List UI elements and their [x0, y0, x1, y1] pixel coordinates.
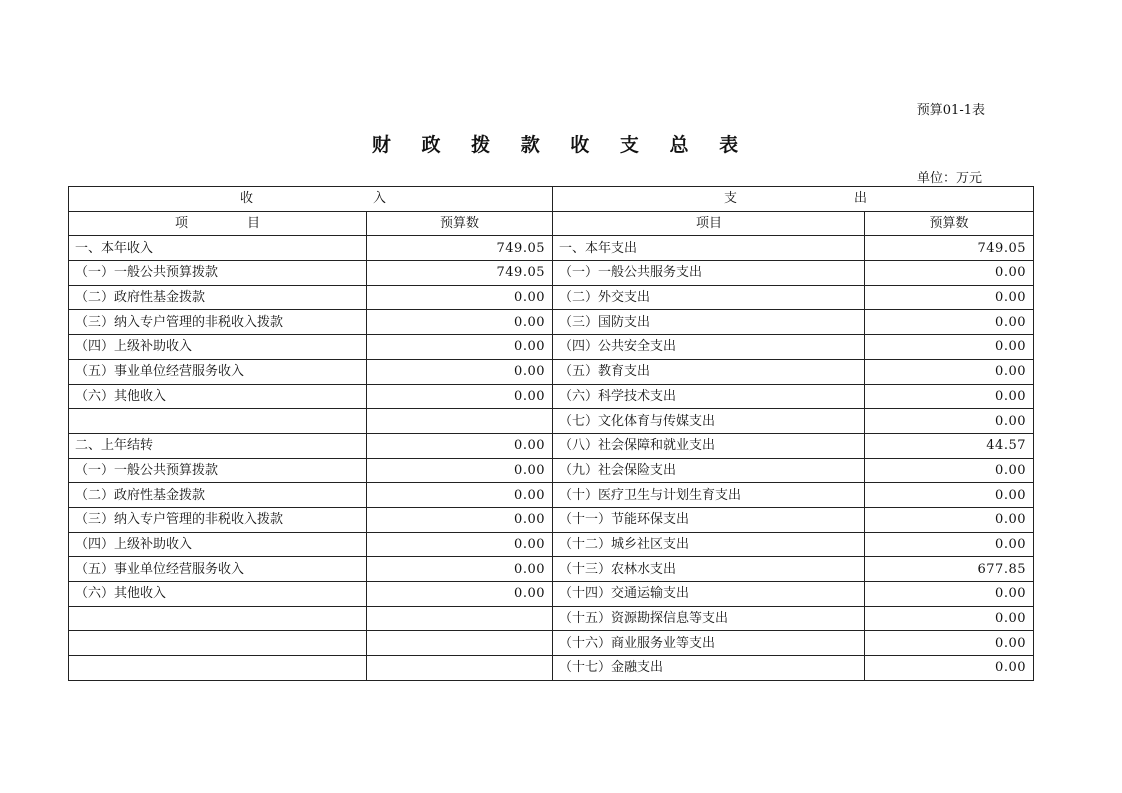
expense-item-cell: （三）国防支出: [553, 310, 865, 335]
expense-value-cell: 0.00: [865, 310, 1034, 335]
income-value-cell: 749.05: [367, 261, 553, 286]
table-row: [69, 335, 1034, 360]
income-item-cell: （六）其他收入: [69, 384, 367, 409]
header-expense-char-1: 支: [724, 191, 738, 207]
expense-value-cell: 0.00: [865, 261, 1034, 286]
income-value-cell: 0.00: [367, 359, 553, 384]
income-value-cell: [367, 631, 553, 656]
income-value-cell: [367, 656, 553, 681]
table-row: [69, 507, 1034, 532]
income-item-cell: [69, 656, 367, 681]
table-row: [69, 261, 1034, 286]
income-value-cell: 749.05: [367, 236, 553, 261]
expense-item-cell: （十三）农林水支出: [553, 557, 865, 582]
income-item-cell: （五）事业单位经营服务收入: [69, 359, 367, 384]
income-item-cell: 二、上年结转: [69, 433, 367, 458]
page-title: 财 政 拨 款 收 支 总 表: [371, 134, 751, 156]
expense-item-cell: （一）一般公共服务支出: [553, 261, 865, 286]
table-row: [69, 483, 1034, 508]
income-value-cell: 0.00: [367, 384, 553, 409]
header-income: [69, 187, 553, 212]
header-budget-left: 预算数: [367, 211, 553, 236]
header-item-left: [69, 211, 367, 236]
header-item-right-char-1: 项: [696, 216, 710, 232]
table-row: [69, 359, 1034, 384]
expense-value-cell: 0.00: [865, 458, 1034, 483]
header-income-char-1: 收: [240, 191, 254, 207]
expense-value-cell: 0.00: [865, 409, 1034, 434]
income-item-cell: [69, 409, 367, 434]
expense-value-cell: 749.05: [865, 236, 1034, 261]
income-value-cell: 0.00: [367, 507, 553, 532]
income-value-cell: 0.00: [367, 483, 553, 508]
table-row: [69, 631, 1034, 656]
expense-item-cell: （十四）交通运输支出: [553, 582, 865, 607]
income-value-cell: 0.00: [367, 310, 553, 335]
header-budget-right: 预算数: [865, 211, 1034, 236]
expense-value-cell: 0.00: [865, 656, 1034, 681]
expense-item-cell: （七）文化体育与传媒支出: [553, 409, 865, 434]
table-row: [69, 606, 1034, 631]
table-row: [69, 532, 1034, 557]
expense-value-cell: 0.00: [865, 507, 1034, 532]
income-item-cell: [69, 631, 367, 656]
expense-value-cell: 0.00: [865, 483, 1034, 508]
expense-item-cell: （八）社会保障和就业支出: [553, 433, 865, 458]
expense-value-cell: 0.00: [865, 384, 1034, 409]
form-number: 预算01-1表: [916, 103, 985, 118]
income-item-cell: 一、本年收入: [69, 236, 367, 261]
header-row-group: [69, 187, 1034, 212]
expense-item-cell: （六）科学技术支出: [553, 384, 865, 409]
income-item-cell: （三）纳入专户管理的非税收入拨款: [69, 310, 367, 335]
income-value-cell: [367, 409, 553, 434]
table-row: [69, 582, 1034, 607]
expense-value-cell: 44.57: [865, 433, 1034, 458]
expense-value-cell: 0.00: [865, 532, 1034, 557]
header-expense-char-2: 出: [853, 191, 867, 207]
income-item-cell: （二）政府性基金拨款: [69, 285, 367, 310]
expense-value-cell: 0.00: [865, 359, 1034, 384]
income-item-cell: （四）上级补助收入: [69, 335, 367, 360]
header-item-left-char-1: 项: [175, 216, 189, 232]
expense-value-cell: 0.00: [865, 285, 1034, 310]
income-value-cell: 0.00: [367, 285, 553, 310]
expense-value-cell: 677.85: [865, 557, 1034, 582]
header-item-left-char-2: 目: [246, 216, 260, 232]
header-expense: [553, 187, 1034, 212]
expense-value-cell: 0.00: [865, 582, 1034, 607]
income-item-cell: （三）纳入专户管理的非税收入拨款: [69, 507, 367, 532]
table-row: [69, 236, 1034, 261]
income-value-cell: 0.00: [367, 335, 553, 360]
income-item-cell: （四）上级补助收入: [69, 532, 367, 557]
income-item-cell: （二）政府性基金拨款: [69, 483, 367, 508]
header-income-char-2: 入: [372, 191, 386, 207]
expense-item-cell: （十）医疗卫生与计划生育支出: [553, 483, 865, 508]
table-row: [69, 409, 1034, 434]
expense-item-cell: （五）教育支出: [553, 359, 865, 384]
expense-item-cell: （十七）金融支出: [553, 656, 865, 681]
table-row: [69, 285, 1034, 310]
income-value-cell: 0.00: [367, 433, 553, 458]
income-item-cell: [69, 606, 367, 631]
header-item-right: [553, 211, 865, 236]
table-row: [69, 458, 1034, 483]
income-value-cell: 0.00: [367, 557, 553, 582]
expense-value-cell: 0.00: [865, 606, 1034, 631]
budget-table: [68, 186, 1034, 681]
income-item-cell: （一）一般公共预算拨款: [69, 261, 367, 286]
expense-item-cell: （十六）商业服务业等支出: [553, 631, 865, 656]
income-value-cell: [367, 606, 553, 631]
expense-item-cell: （十二）城乡社区支出: [553, 532, 865, 557]
header-row-columns: [69, 211, 1034, 236]
table-row: [69, 384, 1034, 409]
expense-item-cell: （十五）资源勘探信息等支出: [553, 606, 865, 631]
expense-item-cell: （十一）节能环保支出: [553, 507, 865, 532]
expense-item-cell: （九）社会保险支出: [553, 458, 865, 483]
income-value-cell: 0.00: [367, 458, 553, 483]
expense-item-cell: 一、本年支出: [553, 236, 865, 261]
expense-value-cell: 0.00: [865, 631, 1034, 656]
header-item-right-char-2: 目: [709, 216, 723, 232]
expense-value-cell: 0.00: [865, 335, 1034, 360]
unit-label: 单位：万元: [916, 171, 982, 186]
income-value-cell: 0.00: [367, 532, 553, 557]
income-item-cell: （五）事业单位经营服务收入: [69, 557, 367, 582]
expense-item-cell: （四）公共安全支出: [553, 335, 865, 360]
table-row: [69, 310, 1034, 335]
table-row: [69, 557, 1034, 582]
income-item-cell: （一）一般公共预算拨款: [69, 458, 367, 483]
table-row: [69, 433, 1034, 458]
expense-item-cell: （二）外交支出: [553, 285, 865, 310]
income-item-cell: （六）其他收入: [69, 582, 367, 607]
income-value-cell: 0.00: [367, 582, 553, 607]
table-row: [69, 656, 1034, 681]
